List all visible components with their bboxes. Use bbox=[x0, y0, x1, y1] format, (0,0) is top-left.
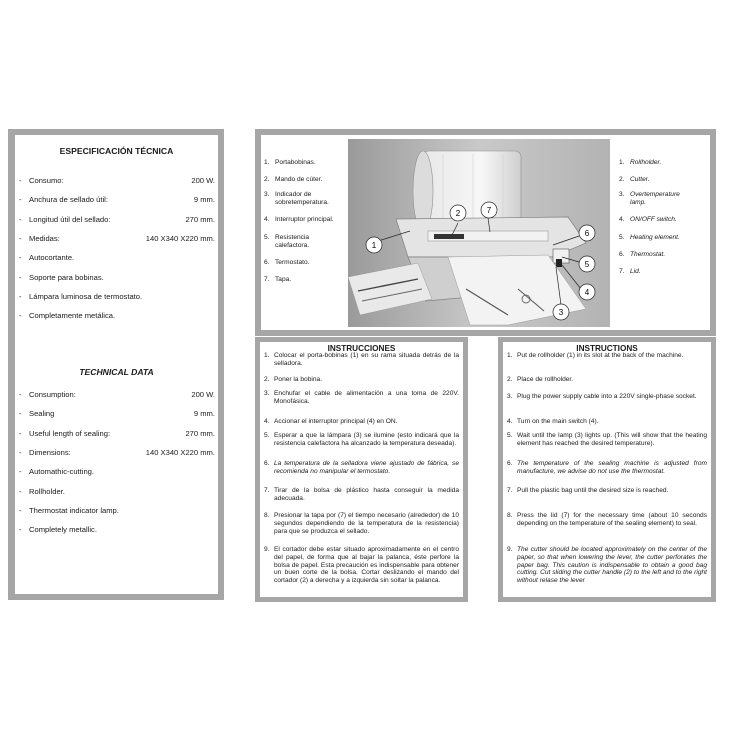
callout-2 bbox=[450, 205, 466, 221]
spec-label: Dimensions: bbox=[29, 447, 71, 457]
spec-value: 9 mm. bbox=[193, 409, 215, 419]
spec-value: 200 W. bbox=[191, 176, 215, 185]
part-name: Termostato. bbox=[275, 259, 310, 266]
part-caption bbox=[619, 234, 680, 242]
step-text: La temperatura de la selladora viene ajustado de fábrica, se recomienda no manipular el termostato. bbox=[274, 460, 459, 475]
part-number: 2. bbox=[619, 176, 625, 183]
callout-1-label: 1 bbox=[371, 241, 377, 250]
spec-value: 270 mm. bbox=[185, 214, 215, 224]
part-caption bbox=[264, 191, 329, 207]
product-photo-panel bbox=[255, 129, 716, 336]
step-text: Wait until the lamp (3) lights up. (This will show that the heating element has reached the desired temperature). bbox=[517, 432, 707, 447]
spec-row bbox=[19, 292, 215, 304]
step-text: Put de rollholder (1) in its slot at the back of the machine. bbox=[517, 352, 684, 359]
spec-es-title: ESPECIFICACIÓN TÉCNICA bbox=[59, 146, 174, 156]
spec-row bbox=[19, 390, 215, 402]
part-name: Rollholder. bbox=[630, 159, 662, 166]
step-text: Pull the plastic bag until the desired size is reached. bbox=[517, 487, 669, 494]
part-caption bbox=[619, 159, 661, 167]
spec-dash: - bbox=[19, 447, 22, 457]
step-number: 6. bbox=[264, 460, 270, 467]
part-name: Cutter. bbox=[630, 176, 650, 183]
step-text: Accionar el interruptor principal (4) en ON. bbox=[274, 418, 398, 425]
spec-label: Useful length of sealing: bbox=[29, 428, 111, 438]
step-number: 8. bbox=[264, 512, 270, 519]
spec-label: Consumption: bbox=[29, 390, 76, 399]
part-caption bbox=[619, 216, 677, 224]
spec-row bbox=[19, 525, 215, 537]
step-number: 9. bbox=[264, 546, 270, 553]
instruction-step bbox=[507, 432, 707, 448]
instruction-step bbox=[507, 376, 707, 384]
spec-dash: - bbox=[19, 195, 22, 205]
instructions-en-card bbox=[503, 342, 711, 597]
part-name: Overtemperature lamp. bbox=[630, 191, 680, 206]
spec-row bbox=[19, 195, 215, 207]
spec-label: Sealing bbox=[29, 409, 55, 419]
part-name: Thermostat. bbox=[630, 251, 666, 258]
part-name: Interruptor principal. bbox=[275, 216, 334, 223]
step-number: 6. bbox=[507, 460, 513, 467]
spec-dash: - bbox=[19, 272, 22, 282]
spec-row bbox=[19, 273, 215, 285]
part-caption bbox=[619, 251, 665, 259]
callout-6 bbox=[579, 225, 595, 241]
part-caption bbox=[264, 176, 322, 184]
callout-4 bbox=[579, 284, 595, 300]
instruction-step bbox=[264, 487, 459, 503]
instruction-step bbox=[507, 418, 707, 426]
step-number: 3. bbox=[264, 390, 270, 397]
instruction-step bbox=[264, 460, 459, 476]
step-number: 7. bbox=[507, 487, 513, 494]
instruction-step bbox=[264, 546, 459, 585]
instruction-step bbox=[264, 512, 459, 535]
spec-row bbox=[19, 506, 215, 518]
callout-3-label: 3 bbox=[558, 308, 564, 317]
step-number: 4. bbox=[507, 418, 513, 425]
spec-value: 140 X340 X220 mm. bbox=[145, 447, 215, 457]
part-caption bbox=[619, 268, 641, 276]
step-text: The temperature of the sealing machine is adjusted from manufacture, we advise do not use the thermostat. bbox=[517, 460, 707, 475]
instructions-en-title: INSTRUCTIONS bbox=[576, 344, 638, 353]
spec-row bbox=[19, 409, 215, 421]
spec-dash: - bbox=[19, 505, 22, 515]
spec-label: Lámpara luminosa de termostato. bbox=[29, 291, 143, 301]
product-photo-card bbox=[261, 135, 710, 330]
spec-row bbox=[19, 487, 215, 499]
part-caption bbox=[264, 234, 309, 250]
spec-dash: - bbox=[19, 525, 22, 535]
spec-row bbox=[19, 448, 215, 460]
step-text: El cortador debe estar situado aproximadamente en el centro del papel, de forma que al bajar la palanca, éste perfore la bolsa de papel. Esta precaución es indispensable para obtener un buen corte de la bolsa. Cortar deslizando el mando del cortador (2) a derecha y a izquierda sin soltar la palanca. bbox=[274, 546, 459, 585]
step-text: Presionar la tapa por (7) el tiempo necesario (alrededor) de 10 segundos dependiendo de la temperatura de la resistencia) para que se produzca el sellado. bbox=[274, 512, 459, 535]
step-text: Esperar a que la lámpara (3) se ilumine (esto indicará que la resistencia calefactora ha alcanzado la temperatura deseada). bbox=[274, 432, 459, 447]
spec-en-title: TECHNICAL DATA bbox=[79, 367, 154, 377]
heat-sealer-illustration bbox=[348, 139, 610, 327]
spec-row bbox=[19, 215, 215, 227]
spec-label: Longitud útil del sellado: bbox=[29, 214, 111, 224]
instruction-step bbox=[507, 460, 707, 476]
part-number: 5. bbox=[619, 234, 625, 241]
spec-dash: - bbox=[19, 291, 22, 301]
part-number: 7. bbox=[619, 268, 625, 275]
step-text: Colocar el porta-bobinas (1) en su rama situada detrás de la selladora. bbox=[274, 352, 459, 367]
spec-label: Autocortante. bbox=[29, 253, 75, 263]
step-number: 2. bbox=[507, 376, 513, 383]
step-text: The cutter should be located approximately on the center of the paper, so that when lowering the lever, the cutter perforates the paper bag. This caution is indispensable to obtain a good bag cutting. Cut sliding the cutter handle (2) to the left and to the right without relase the lever bbox=[517, 546, 707, 585]
spec-label: Rollholder. bbox=[29, 486, 65, 496]
part-caption bbox=[264, 216, 334, 224]
callout-5-label: 5 bbox=[584, 260, 590, 269]
spec-value: 9 mm. bbox=[193, 195, 215, 205]
part-name: Heating element. bbox=[630, 234, 680, 241]
part-name: Resistencia calefactora. bbox=[275, 234, 310, 249]
step-text: Plug the power supply cable into a 220V single-phase socket. bbox=[517, 393, 697, 400]
spec-dash: - bbox=[19, 311, 22, 321]
step-number: 5. bbox=[264, 432, 270, 439]
instructions-es-card bbox=[260, 342, 463, 597]
part-name: Mando de cúter. bbox=[275, 176, 323, 183]
spec-label: Automathic-cutting. bbox=[29, 467, 94, 477]
part-caption bbox=[264, 259, 309, 267]
part-number: 4. bbox=[264, 216, 270, 223]
step-number: 1. bbox=[264, 352, 270, 359]
step-number: 5. bbox=[507, 432, 513, 439]
part-number: 6. bbox=[619, 251, 625, 258]
part-number: 1. bbox=[264, 159, 270, 166]
callout-4-label: 4 bbox=[584, 288, 590, 297]
instruction-step bbox=[264, 432, 459, 448]
part-number: 1. bbox=[619, 159, 625, 166]
instruction-step bbox=[264, 390, 459, 406]
step-number: 3. bbox=[507, 393, 513, 400]
part-caption bbox=[264, 159, 316, 167]
spec-row bbox=[19, 234, 215, 246]
spec-value: 200 W. bbox=[191, 390, 215, 399]
instruction-step bbox=[507, 512, 707, 528]
spec-dash: - bbox=[19, 390, 22, 399]
spec-dash: - bbox=[19, 428, 22, 438]
part-number: 4. bbox=[619, 216, 625, 223]
spec-dash: - bbox=[19, 214, 22, 224]
part-name: Tapa. bbox=[275, 276, 292, 283]
spec-label: Medidas: bbox=[29, 233, 60, 243]
spec-label: Completamente metálica. bbox=[29, 311, 116, 321]
spec-dash: - bbox=[19, 409, 22, 419]
step-number: 8. bbox=[507, 512, 513, 519]
callout-7-label: 7 bbox=[486, 206, 492, 215]
part-number: 3. bbox=[619, 191, 625, 198]
spec-dash: - bbox=[19, 467, 22, 477]
step-text: Place de rollholder. bbox=[517, 376, 574, 383]
step-text: Press the lid (7) for the necessary time (about 10 seconds depending on the temperature of the sealing element) to seal. bbox=[517, 512, 707, 527]
part-number: 6. bbox=[264, 259, 270, 266]
spec-row bbox=[19, 467, 215, 479]
part-caption bbox=[264, 276, 291, 284]
part-name: Indicador de sobretemperatura. bbox=[275, 191, 329, 206]
instruction-step bbox=[264, 352, 459, 368]
spec-dash: - bbox=[19, 486, 22, 496]
instructions-es-title: INSTRUCCIONES bbox=[327, 344, 396, 353]
part-caption bbox=[619, 191, 680, 207]
part-number: 5. bbox=[264, 234, 270, 241]
part-number: 7. bbox=[264, 276, 270, 283]
part-name: ON/OFF switch. bbox=[630, 216, 677, 223]
instruction-step bbox=[507, 352, 707, 360]
instruction-step bbox=[507, 546, 707, 585]
instructions-es-panel bbox=[255, 337, 468, 602]
part-number: 2. bbox=[264, 176, 270, 183]
callout-6-label: 6 bbox=[584, 229, 590, 238]
spec-row bbox=[19, 311, 215, 323]
step-number: 2. bbox=[264, 376, 270, 383]
step-number: 9. bbox=[507, 546, 513, 553]
step-text: Turn on the main switch (4). bbox=[517, 418, 599, 425]
callout-1 bbox=[366, 237, 382, 253]
spec-dash: - bbox=[19, 176, 22, 185]
instruction-step bbox=[264, 418, 459, 426]
callout-7 bbox=[481, 202, 497, 218]
step-number: 4. bbox=[264, 418, 270, 425]
callout-2-label: 2 bbox=[455, 209, 461, 218]
spec-label: Consumo: bbox=[29, 176, 64, 185]
spec-value: 140 X340 X220 mm. bbox=[145, 233, 215, 243]
spec-value: 270 mm. bbox=[185, 428, 215, 438]
heat-sealer-photo bbox=[348, 139, 610, 327]
step-text: Enchufar el cable de alimentación a una toma de 220V. Monofásica. bbox=[274, 390, 459, 405]
callout-5 bbox=[579, 256, 595, 272]
step-number: 1. bbox=[507, 352, 513, 359]
spec-row bbox=[19, 253, 215, 265]
step-number: 7. bbox=[264, 487, 270, 494]
spec-row bbox=[19, 176, 215, 188]
instructions-en-panel bbox=[498, 337, 716, 602]
technical-spec-panel bbox=[8, 129, 224, 600]
instruction-step bbox=[264, 376, 459, 384]
spec-label: Thermostat indicator lamp. bbox=[29, 505, 119, 515]
part-name: Portabobinas. bbox=[275, 159, 316, 166]
spec-row bbox=[19, 429, 215, 441]
spec-label: Anchura de sellado útil: bbox=[29, 195, 108, 205]
spec-dash: - bbox=[19, 233, 22, 243]
part-number: 3. bbox=[264, 191, 270, 198]
step-text: Poner la bobina. bbox=[274, 376, 323, 383]
callout-3 bbox=[553, 304, 569, 320]
part-name: Lid. bbox=[630, 268, 641, 275]
step-text: Tirar de la bolsa de plástico hasta conseguir la medida adecuada. bbox=[274, 487, 459, 502]
spec-label: Soporte para bobinas. bbox=[29, 272, 104, 282]
instruction-step bbox=[507, 393, 707, 401]
part-caption bbox=[619, 176, 650, 184]
spec-label: Completely metallic. bbox=[29, 525, 97, 535]
technical-spec-card bbox=[15, 135, 218, 594]
spec-dash: - bbox=[19, 253, 22, 263]
instruction-step bbox=[507, 487, 707, 495]
